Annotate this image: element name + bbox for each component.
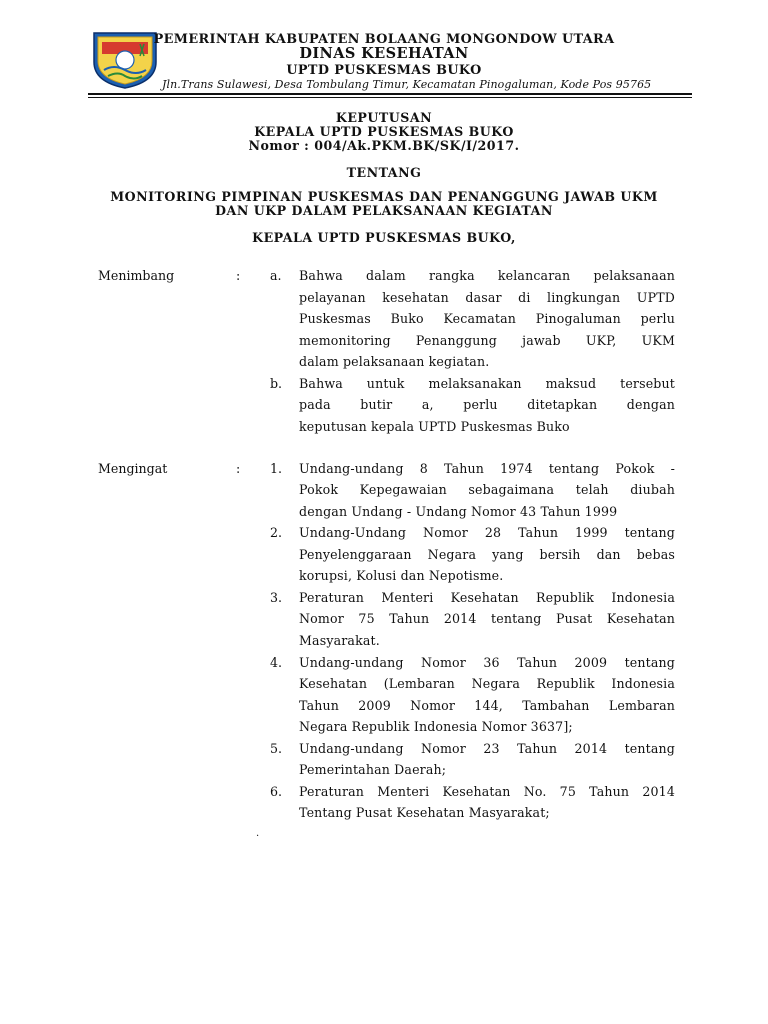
mengingat-1-line: Pokok Kepegawaian sebagaimana telah diubah bbox=[299, 482, 675, 497]
issuer: KEPALA UPTD PUSKESMAS BUKO bbox=[254, 124, 514, 139]
letterhead-rule-thick bbox=[88, 93, 692, 95]
mengingat-6-line: Peraturan Menteri Kesehatan No. 75 Tahun 2014 bbox=[299, 784, 675, 799]
menimbang-b-line: Bahwa untuk melaksanakan maksud tersebut bbox=[299, 376, 675, 391]
mengingat-marker-5: 5. bbox=[270, 741, 283, 756]
menimbang-a-line: memonitoring Penanggung jawab UKP, UKM bbox=[299, 333, 675, 348]
issuer-title: KEPALA UPTD PUSKESMAS BUKO, bbox=[252, 230, 516, 245]
mengingat-6-line: Tentang Pusat Kesehatan Masyarakat; bbox=[299, 805, 550, 820]
mengingat-3-line: Peraturan Menteri Kesehatan Republik Indonesia bbox=[299, 590, 675, 605]
mengingat-4-line: Kesehatan (Lembaran Negara Republik Indonesia bbox=[299, 676, 675, 691]
mengingat-5-line: Undang-undang Nomor 23 Tahun 2014 tentang bbox=[299, 741, 675, 756]
tentang-heading: TENTANG bbox=[346, 165, 422, 180]
doc-type: KEPUTUSAN bbox=[335, 110, 433, 125]
subject-line-2: DAN UKP DALAM PELAKSANAAN KEGIATAN bbox=[215, 203, 553, 218]
menimbang-colon: : bbox=[236, 268, 241, 283]
trailing-mark: . bbox=[256, 828, 260, 839]
mengingat-marker-3: 3. bbox=[270, 590, 283, 605]
letterhead-rule-thin bbox=[88, 97, 692, 98]
menimbang-a-line: Puskesmas Buko Kecamatan Pinogaluman perlu bbox=[299, 311, 675, 326]
mengingat-1-line: Undang-undang 8 Tahun 1974 tentang Pokok - bbox=[299, 461, 675, 476]
menimbang-marker-b: b. bbox=[270, 376, 283, 391]
mengingat-marker-2: 2. bbox=[270, 525, 283, 540]
mengingat-5-line: Pemerintahan Daerah; bbox=[299, 762, 447, 777]
menimbang-marker-a: a. bbox=[270, 268, 282, 283]
menimbang-b-line: keputusan kepala UPTD Puskesmas Buko bbox=[299, 419, 570, 434]
mengingat-4-line: Tahun 2009 Nomor 144, Tambahan Lembaran bbox=[299, 698, 675, 713]
mengingat-2-line: Penyelenggaraan Negara yang bersih dan bebas bbox=[299, 547, 675, 562]
letterhead bbox=[0, 0, 768, 100]
menimbang-a-line: pelayanan kesehatan dasar di lingkungan UPTD bbox=[299, 290, 675, 305]
mengingat-3-line: Nomor 75 Tahun 2014 tentang Pusat Kesehatan bbox=[299, 611, 675, 626]
mengingat-marker-6: 6. bbox=[270, 784, 283, 799]
mengingat-2-line: korupsi, Kolusi dan Nepotisme. bbox=[299, 568, 504, 583]
subject-line-1: MONITORING PIMPINAN PUSKESMAS DAN PENANGGUNG JAWAB UKM bbox=[110, 189, 658, 204]
letterhead-address: Jln.Trans Sulawesi, Desa Tombulang Timur, Kecamatan Pinogaluman, Kode Pos 95765 bbox=[162, 78, 652, 91]
doc-number: Nomor : 004/Ak.PKM.BK/SK/I/2017. bbox=[248, 138, 520, 153]
mengingat-2-line: Undang-Undang Nomor 28 Tahun 1999 tentang bbox=[299, 525, 675, 540]
menimbang-a-line: dalam pelaksanaan kegiatan. bbox=[299, 354, 490, 369]
mengingat-colon: : bbox=[236, 461, 241, 476]
mengingat-1-line: dengan Undang - Undang Nomor 43 Tahun 1999 bbox=[299, 504, 618, 519]
mengingat-marker-4: 4. bbox=[270, 655, 283, 670]
letterhead-government: PEMERINTAH KABUPATEN BOLAANG MONGONDOW UTARA bbox=[153, 32, 615, 47]
mengingat-marker-1: 1. bbox=[270, 461, 283, 476]
mengingat-label: Mengingat bbox=[98, 461, 168, 476]
menimbang-b-line: pada butir a, perlu ditetapkan dengan bbox=[299, 397, 675, 412]
mengingat-3-line: Masyarakat. bbox=[299, 633, 380, 648]
mengingat-4-line: Undang-undang Nomor 36 Tahun 2009 tentang bbox=[299, 655, 675, 670]
mengingat-4-line: Negara Republik Indonesia Nomor 3637]; bbox=[299, 719, 573, 734]
menimbang-label: Menimbang bbox=[98, 268, 175, 283]
menimbang-a-line: Bahwa dalam rangka kelancaran pelaksanaan bbox=[299, 268, 675, 283]
letterhead-agency: DINAS KESEHATAN bbox=[299, 45, 469, 62]
letterhead-unit: UPTD PUSKESMAS BUKO bbox=[286, 63, 482, 78]
